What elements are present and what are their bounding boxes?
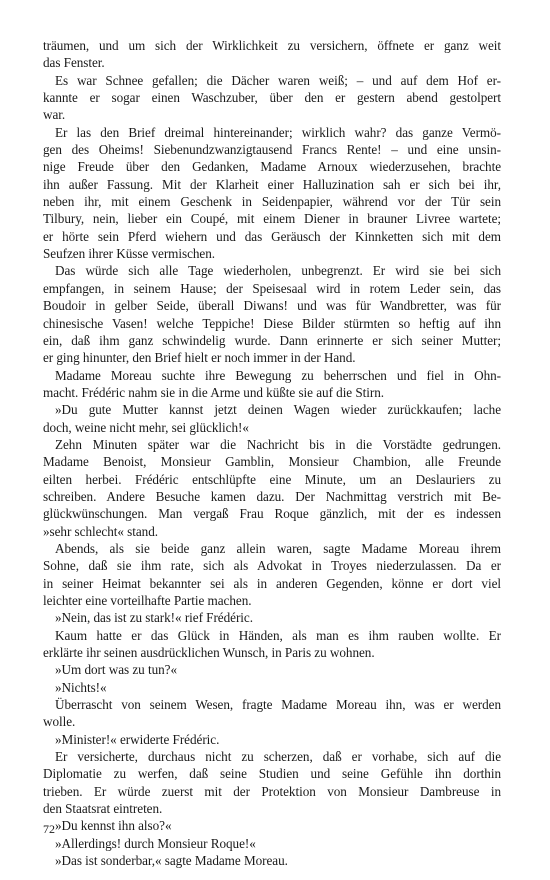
text-line: glückwünschungen. Man vergaß Frau Roque gänzlich, mit der es indessen <box>43 506 501 522</box>
paragraph <box>43 401 501 436</box>
text-line: »Um dort was zu tun?« <box>55 662 178 678</box>
text-line: er ging hinunter, den Brief hielt er noch immer in der Hand. <box>43 350 356 366</box>
page-body <box>43 37 501 870</box>
text-line: »sehr schlecht« stand. <box>43 523 158 539</box>
text-line: doch, weine nicht mehr, sei glücklich!« <box>43 419 249 435</box>
text-line: den Staatsrat eintreten. <box>43 801 163 817</box>
text-line: »Das ist sonderbar,« sagte Madame Moreau. <box>55 853 288 869</box>
paragraph <box>43 748 501 817</box>
paragraph <box>43 731 501 748</box>
text-line: träumen, und um sich der Wirklichkeit zu versichern, öffnete er ganz weit <box>43 38 501 53</box>
text-line: war. <box>43 107 66 123</box>
text-line: wolle. <box>43 714 76 730</box>
text-line: ihn außer Fassung. Mit der Klarheit einer Halluzination sah er sich bei ihr, <box>43 176 501 192</box>
text-line: in seiner Heimat bekannter sei als in anderen Gegenden, könne er dort viel <box>43 575 501 591</box>
text-line: gen des Oheims! Siebenundzwanzigtausend Francs Rente! – und eine unsin- <box>43 142 501 158</box>
paragraph <box>43 436 501 540</box>
paragraph <box>43 661 501 678</box>
text-line: trieben. Er würde zuerst mit der Protektion von Monsieur Dambreuse in <box>43 783 501 799</box>
text-line: empfangen, in seinem Hause; der Speisesaal wird in rotem Leder sein, das <box>43 280 501 296</box>
text-line: Abends, als sie beide ganz allein waren, sagte Madame Moreau ihrem <box>55 540 501 556</box>
text-line: »Nein, das ist zu stark!« rief Frédéric. <box>55 610 253 626</box>
text-line: Sohne, daß sie ihm rate, sich als Advokat in Troyes niederzulassen. Da er <box>43 558 501 574</box>
text-line: Madame Moreau suchte ihre Bewegung zu beherrschen und fiel in Ohn- <box>55 367 501 383</box>
paragraph <box>43 72 501 124</box>
text-line: Tilbury, nein, lieber ein Coupé, mit einem Diener in brauner Livree wartete; <box>43 211 501 227</box>
text-line: chinesische Vasen! welche Teppiche! Diese Bilder stürmten so heftig auf ihn <box>43 315 501 331</box>
text-line: Madame Benoist, Monsieur Gamblin, Monsieur Chambion, alle Freunde <box>43 454 501 470</box>
text-line: ein, daß ihm ganz schwindelig wurde. Dann erinnerte er sich seiner Mutter; <box>43 332 501 348</box>
text-line: erklärte ihr seinen ausdrücklichen Wunsch, in Paris zu wohnen. <box>43 645 375 661</box>
text-line: eilten herbei. Frédéric entschlüpfte eine Minute, um an Deslauriers zu <box>43 471 501 487</box>
paragraph <box>43 627 501 662</box>
paragraph <box>43 367 501 402</box>
text-line: Er las den Brief dreimal hintereinander; wirklich wahr? das ganze Vermö- <box>55 124 501 140</box>
text-line: leichter eine vorteilhafte Partie machen. <box>43 593 252 608</box>
paragraph <box>43 696 501 731</box>
text-line: »Allerdings! durch Monsieur Roque!« <box>55 835 256 851</box>
text-line: Seufzen ihrer Küsse vermischen. <box>43 246 216 262</box>
text-line: Es war Schnee gefallen; die Dächer waren weiß; – und auf dem Hof er- <box>55 72 501 88</box>
text-line: er hörte sein Pferd wiehern und das Geräusch der Kinnketten sich mit dem <box>43 228 501 244</box>
text-line: Kaum hatte er das Glück in Händen, als man es ihm rauben wollte. Er <box>55 627 501 643</box>
paragraph <box>43 679 501 696</box>
text-line: Er versicherte, durchaus nicht zu scherzen, daß er vorhabe, sich auf die <box>55 749 501 765</box>
paragraph <box>43 540 501 609</box>
text-line: »Nichts!« <box>55 679 107 695</box>
text-line: kannte er sogar einen Waschzuber, über den er gestern abend gestolpert <box>43 90 501 106</box>
text-line: »Minister!« erwiderte Frédéric. <box>55 731 220 747</box>
paragraph <box>43 124 501 263</box>
text-line: Zehn Minuten später war die Nachricht bis in die Vorstädte gedrungen. <box>55 436 501 452</box>
text-line: »Du kennst ihn also?« <box>55 818 172 834</box>
text-line: schreiben. Andere Besuche kamen dazu. Der Nachmittag verstrich mit Be- <box>43 488 501 504</box>
text-line: Das würde sich alle Tage wiederholen, unbegrenzt. Er wird sie bei sich <box>55 263 501 279</box>
text-line: macht. Frédéric nahm sie in die Arme und küßte sie auf die Stirn. <box>43 384 385 400</box>
text-line: Diplomatie zu werfen, daß seine Studien und seine Gefühle ihn dorthin <box>43 766 501 782</box>
text-line: das Fenster. <box>43 55 105 71</box>
paragraph <box>43 835 501 852</box>
text-line: Überrascht von seinem Wesen, fragte Madame Moreau ihn, was er werden <box>55 697 501 713</box>
paragraph <box>43 817 501 834</box>
paragraph <box>43 852 501 869</box>
paragraph <box>43 262 501 366</box>
text-line: neben ihr, mit einem Geschenk in Seidenpapier, während vor der Tür sein <box>43 194 501 210</box>
text-line: »Du gute Mutter kannst jetzt deinen Wagen wieder zurückkaufen; lache <box>55 402 501 418</box>
paragraph <box>43 609 501 626</box>
page-number: 72 <box>43 822 55 836</box>
paragraph <box>43 37 501 72</box>
text-line: nige Freude über den Gedanken, Madame Arnoux wiederzusehen, brachte <box>43 159 501 175</box>
text-line: Boudoir in gelber Seide, überall Diwans! und was für Wandbretter, was für <box>43 298 501 314</box>
